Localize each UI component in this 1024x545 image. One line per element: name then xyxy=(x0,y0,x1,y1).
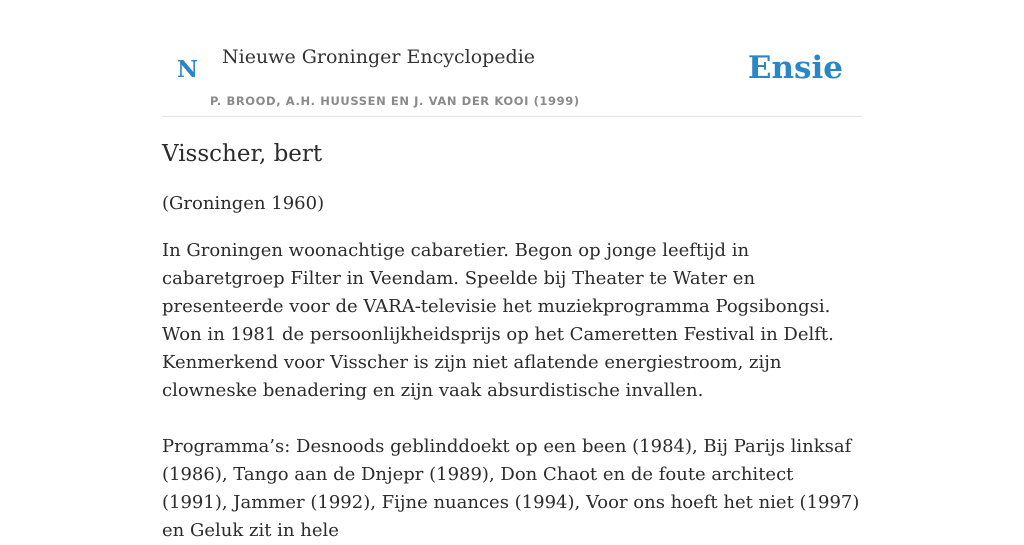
publication-title[interactable]: Nieuwe Groninger Encyclopedie xyxy=(222,46,536,68)
entry-title: Visscher, bert xyxy=(162,141,323,167)
entry-subtitle: (Groningen 1960) xyxy=(162,193,325,214)
publication-header xyxy=(162,0,862,117)
publication-authors: P. BROOD, A.H. HUUSSEN EN J. VAN DER KOOI (1999) xyxy=(210,94,580,108)
entry-content xyxy=(162,138,862,545)
publication-logo-icon[interactable]: N xyxy=(177,56,199,83)
entry-paragraph-description: In Groningen woonachtige cabaretier. Begon op jonge leeftijd in cabaretgroep Filter in Veendam. Speelde bij Theater te Water en presenteerde voor de VARA-televisie het muziekprogramma Pogsibongsi. Won in 1981 de persoonlijkheidsprijs op het Cameretten Festival in Delft. Kenmerkend voor Visscher is zijn niet aflatende energiestroom, zijn clowneske benadering en zijn vaak absurdistische invallen. xyxy=(162,240,834,401)
entry-paragraph-programs: Programma’s: Desnoods geblinddoekt op een been (1984), Bij Parijs linksaf (1986), Tango aan de Dnjepr (1989), Don Chaot en de foute architect (1991), Jammer (1992), Fijne nuances (1994), Voor ons hoeft het niet (1997) en Geluk zit in hele xyxy=(162,436,860,541)
ensie-logo[interactable]: Ensie xyxy=(747,50,843,86)
